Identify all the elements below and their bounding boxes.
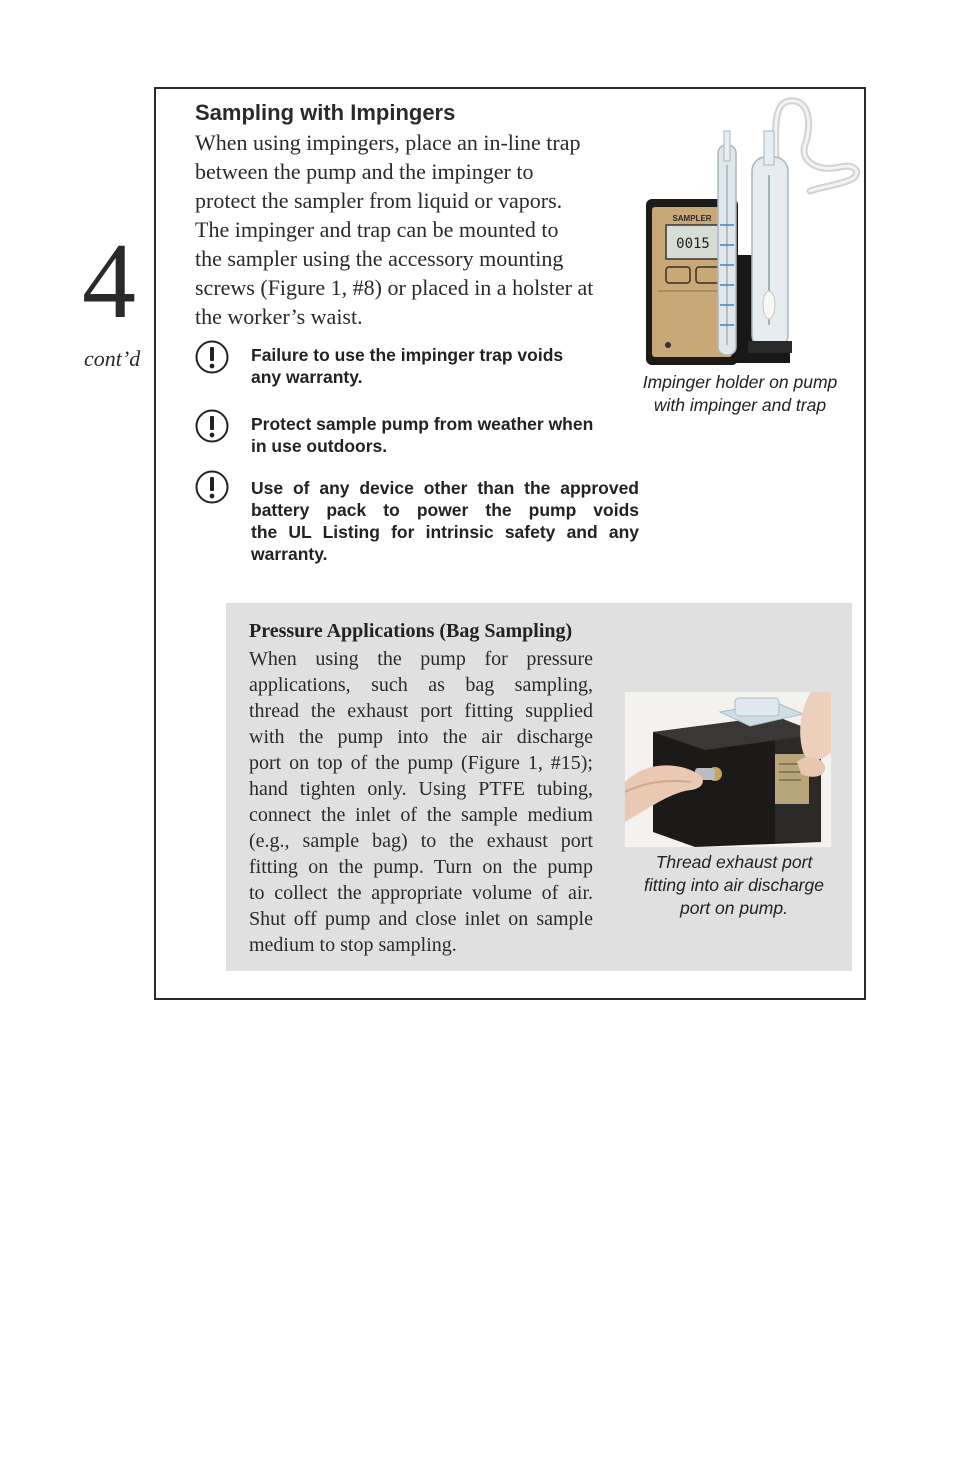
chapter-continued-label: cont’d xyxy=(84,346,141,371)
body-line: protect the sampler from liquid or vapors. xyxy=(195,188,563,213)
warning-line: Protect sample pump from weather when xyxy=(251,414,594,434)
body-line: applications, such as bag sampling, xyxy=(249,674,593,696)
body-line: with the pump into the air discharge xyxy=(249,726,593,748)
exclamation-circle-icon xyxy=(195,470,229,504)
caption-line: fitting into air discharge xyxy=(644,875,824,895)
figure-caption xyxy=(624,371,856,417)
panel-body xyxy=(249,646,593,958)
section-body xyxy=(195,128,635,331)
pump-display-readout: 0015 xyxy=(676,236,710,252)
panel-title: Pressure Applications (Bag Sampling) xyxy=(249,620,573,642)
warning-note xyxy=(195,470,639,565)
chapter-number: 4 xyxy=(82,222,136,341)
caption-line: port on pump. xyxy=(680,898,788,918)
warning-line: any warranty. xyxy=(251,367,363,387)
warning-line: battery pack to power the pump voids xyxy=(251,500,639,520)
warning-line: Use of any device other than the approved xyxy=(251,478,639,498)
body-line: The impinger and trap can be mounted to xyxy=(195,217,559,242)
warning-note xyxy=(195,409,639,457)
figure-caption xyxy=(622,851,846,920)
pump-panel-label: SAMPLER xyxy=(672,214,712,223)
caption-line: Impinger holder on pump xyxy=(642,372,838,392)
body-line: between the pump and the impinger to xyxy=(195,159,534,184)
exclamation-circle-icon xyxy=(195,340,229,374)
warning-line: warranty. xyxy=(251,544,328,564)
warning-line: in use outdoors. xyxy=(251,436,388,456)
body-line: the worker’s waist. xyxy=(195,304,363,329)
body-line: the sampler using the accessory mounting xyxy=(195,246,564,271)
warning-line: Failure to use the impinger trap voids xyxy=(251,345,564,365)
warning-line: the UL Listing for intrinsic safety and any xyxy=(251,522,639,542)
exclamation-circle-icon xyxy=(195,409,229,443)
caption-line: with impinger and trap xyxy=(653,395,827,415)
body-line: When using impingers, place an in-line trap xyxy=(195,130,581,155)
body-line: (e.g., sample bag) to the exhaust port xyxy=(249,830,593,852)
warning-text xyxy=(251,344,639,388)
body-line: Shut off pump and close inlet on sample xyxy=(249,908,593,930)
warning-text xyxy=(251,413,639,457)
warning-note xyxy=(195,340,639,388)
warning-text xyxy=(251,477,639,565)
section-title: Sampling with Impingers xyxy=(195,100,456,125)
caption-line: Thread exhaust port xyxy=(655,852,813,872)
body-line: hand tighten only. Using PTFE tubing, xyxy=(249,778,593,800)
body-line: medium to stop sampling. xyxy=(249,934,457,956)
body-line: When using the pump for pressure xyxy=(249,648,593,670)
body-line: screws (Figure 1, #8) or placed in a holster at xyxy=(195,275,594,300)
body-line: thread the exhaust port fitting supplied xyxy=(249,700,593,722)
impinger-pump-photo xyxy=(640,95,860,370)
body-line: fitting on the pump. Turn on the pump xyxy=(249,856,593,878)
body-line: connect the inlet of the sample medium xyxy=(249,804,593,826)
body-line: to collect the appropriate volume of air. xyxy=(249,882,593,904)
exhaust-port-photo xyxy=(625,692,831,847)
body-line: port on top of the pump (Figure 1, #15); xyxy=(249,752,593,774)
